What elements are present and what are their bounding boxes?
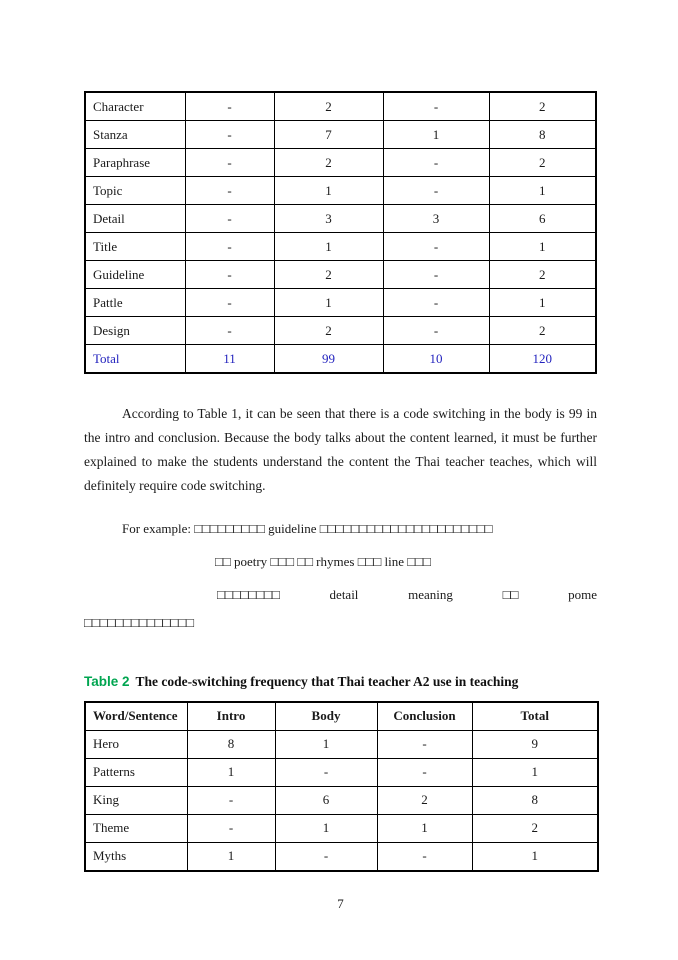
table-cell: 1 [377, 814, 472, 842]
table-cell-label: Paraphrase [85, 149, 185, 177]
table-cell: 2 [274, 149, 383, 177]
table-cell: - [185, 121, 274, 149]
table-cell: 6 [489, 205, 596, 233]
example-segment: pome [568, 586, 597, 602]
table-cell: - [275, 758, 377, 786]
column-header: Intro [187, 702, 275, 731]
table-cell: - [185, 261, 274, 289]
table-cell: 2 [489, 261, 596, 289]
body-paragraph: According to Table 1, it can be seen that there is a code switching in the body is 99 in the intro and conclusion. Because the body talks about the content learned, it must be further explained to make the students understand the content the Thai teacher teaches, which will definitely require code switching. [84, 406, 597, 493]
column-header: Conclusion [377, 702, 472, 731]
table-cell: 2 [472, 814, 598, 842]
table-cell: - [383, 317, 489, 345]
table-cell: 2 [377, 786, 472, 814]
table-cell: 2 [489, 317, 596, 345]
table-cell-label: Character [85, 92, 185, 121]
table-cell: 2 [274, 261, 383, 289]
table-cell-label: Guideline [85, 261, 185, 289]
example-line: For example: □□□□□□□□□ guideline □□□□□□□□□□□□□□□□□□□□□□ [122, 520, 493, 536]
table-cell-label: Topic [85, 177, 185, 205]
table-row [85, 261, 596, 289]
table-cell: - [187, 814, 275, 842]
table-2-caption-label: Table 2 [84, 673, 130, 689]
table-cell: - [275, 842, 377, 871]
table-cell-label: Pattle [85, 289, 185, 317]
table-cell-label: Myths [85, 842, 187, 871]
table-2-caption [84, 674, 597, 690]
table-cell: - [377, 842, 472, 871]
table-2-caption-text: The code-switching frequency that Thai teacher A2 use in teaching [135, 673, 519, 689]
table-cell: 7 [274, 121, 383, 149]
table-cell: - [185, 233, 274, 261]
table-row [85, 205, 596, 233]
table-cell: - [383, 177, 489, 205]
table-cell: - [377, 730, 472, 758]
table-row [85, 317, 596, 345]
example-segment: detail [329, 586, 359, 602]
table-row [85, 233, 596, 261]
table-cell-label: Patterns [85, 758, 187, 786]
table-cell: 2 [274, 92, 383, 121]
table-cell: - [383, 261, 489, 289]
table-cell: 1 [274, 177, 383, 205]
table-row [85, 758, 598, 786]
example-line [217, 578, 597, 611]
table-cell: 11 [185, 345, 274, 374]
document-page [84, 91, 597, 912]
table-cell-label: Title [85, 233, 185, 261]
table-cell: 8 [472, 786, 598, 814]
table-cell: 1 [472, 758, 598, 786]
table-cell-label: Hero [85, 730, 187, 758]
table-cell: 2 [274, 317, 383, 345]
table-cell: 120 [489, 345, 596, 374]
table-cell-label: King [85, 786, 187, 814]
example-line: □□ poetry □□□ □□ rhymes □□□ line □□□ [215, 553, 431, 569]
table-cell: - [185, 317, 274, 345]
table-cell: 8 [187, 730, 275, 758]
table-cell: - [377, 758, 472, 786]
table-cell: - [185, 149, 274, 177]
table-row-total [85, 345, 596, 374]
table-cell-label: Detail [85, 205, 185, 233]
table-cell: 2 [489, 92, 596, 121]
example-segment: □□□□□□□□ [217, 586, 280, 602]
table-cell-label: Total [85, 345, 185, 374]
table-cell: 1 [489, 289, 596, 317]
table-cell-label: Stanza [85, 121, 185, 149]
example-segment: meaning [408, 586, 453, 602]
table-header-row [85, 702, 598, 731]
table-cell: 10 [383, 345, 489, 374]
table-2-code-switching-frequency [84, 701, 599, 872]
example-segment: □□ [502, 586, 519, 602]
table-cell: 6 [275, 786, 377, 814]
table-cell: - [185, 177, 274, 205]
table-cell: 1 [472, 842, 598, 871]
column-header: Total [472, 702, 598, 731]
table-cell: - [383, 233, 489, 261]
table-cell: - [187, 786, 275, 814]
table-cell: 1 [275, 730, 377, 758]
table-cell: 1 [489, 177, 596, 205]
page-number: 7 [337, 895, 344, 911]
table-cell: 8 [489, 121, 596, 149]
table-row [85, 842, 598, 871]
table-cell: 1 [274, 289, 383, 317]
table-cell: - [383, 149, 489, 177]
table-cell: 2 [489, 149, 596, 177]
table-cell: 1 [383, 121, 489, 149]
table-cell: 9 [472, 730, 598, 758]
table-cell: 3 [383, 205, 489, 233]
table-1-code-switching-frequency [84, 91, 597, 374]
table-cell: 3 [274, 205, 383, 233]
table-row [85, 786, 598, 814]
table-row [85, 149, 596, 177]
example-line: □□□□□□□□□□□□□□ [84, 614, 194, 630]
table-row [85, 289, 596, 317]
table-cell: 1 [187, 842, 275, 871]
column-header: Body [275, 702, 377, 731]
table-cell: - [383, 92, 489, 121]
table-cell-label: Theme [85, 814, 187, 842]
table-cell: 1 [275, 814, 377, 842]
table-row [85, 814, 598, 842]
column-header: Word/Sentence [85, 702, 187, 731]
table-cell-label: Design [85, 317, 185, 345]
table-cell: - [185, 92, 274, 121]
table-cell: 99 [274, 345, 383, 374]
example-block [84, 512, 597, 634]
table-cell: - [383, 289, 489, 317]
table-cell: - [185, 205, 274, 233]
table-cell: 1 [489, 233, 596, 261]
table-row [85, 730, 598, 758]
table-cell: 1 [274, 233, 383, 261]
table-cell: 1 [187, 758, 275, 786]
table-row [85, 121, 596, 149]
table-row [85, 177, 596, 205]
table-cell: - [185, 289, 274, 317]
table-row [85, 92, 596, 121]
